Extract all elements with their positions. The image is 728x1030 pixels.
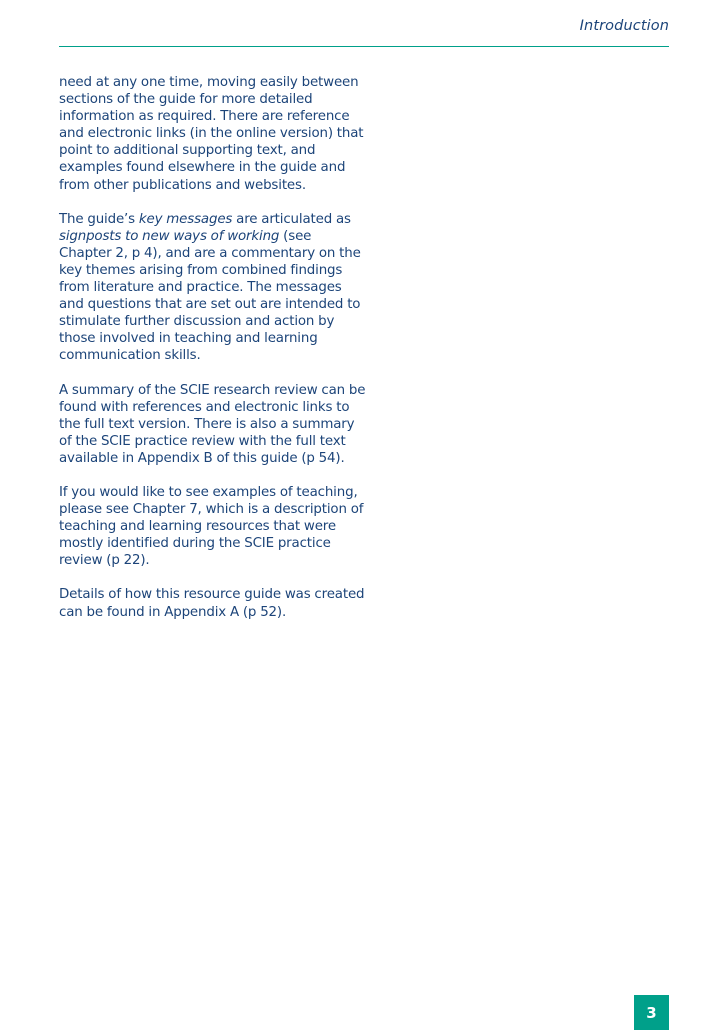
text-line: the full text version. There is also a summary (59, 416, 355, 432)
text-run: (see (279, 228, 312, 244)
running-header-title: Introduction (579, 18, 669, 34)
text-run: The guide’s (59, 211, 139, 227)
text-line: from literature and practice. The messages (59, 280, 342, 296)
page-number: 3 (646, 1003, 657, 1022)
text-line: If you would like to see examples of teaching, (59, 484, 358, 500)
text-line: examples found elsewhere in the guide and (59, 160, 346, 176)
text-line: mostly identified during the SCIE practice (59, 536, 331, 552)
text-line: teaching and learning resources that were (59, 519, 336, 535)
text-line: from other publications and websites. (59, 177, 306, 193)
text-line: sections of the guide for more detailed (59, 92, 313, 108)
emphasis-signposts: signposts to new ways of working (59, 228, 280, 244)
text-line: please see Chapter 7, which is a description of (59, 502, 364, 518)
text-line: Details of how this resource guide was created (59, 587, 365, 603)
paragraph-examples (59, 484, 364, 569)
text-line (59, 228, 359, 245)
text-line: A summary of the SCIE research review can be (59, 382, 366, 398)
text-line: review (p 22). (59, 553, 150, 569)
text-line (59, 211, 359, 228)
header-divider (59, 46, 669, 47)
text-line: information as required. There are reference (59, 109, 350, 125)
text-line: and questions that are set out are intended to (59, 297, 361, 313)
paragraph-key-messages (59, 211, 359, 365)
page-number-badge (634, 995, 669, 1030)
paragraph-details (59, 586, 365, 620)
text-line: can be found in Appendix A (p 52). (59, 604, 287, 620)
text-run: are articulated as (232, 211, 351, 227)
emphasis-key-messages: key messages (138, 211, 233, 227)
text-line: Chapter 2, p 4), and are a commentary on the (59, 245, 361, 261)
text-line: and electronic links (in the online version) that (59, 126, 364, 142)
text-line: found with references and electronic links to (59, 399, 350, 415)
paragraph-summary (59, 382, 366, 467)
text-line: those involved in teaching and learning (59, 331, 318, 347)
text-line: key themes arising from combined findings (59, 262, 343, 278)
text-line: stimulate further discussion and action by (59, 314, 335, 330)
text-line: point to additional supporting text, and (59, 143, 316, 159)
body-text-column (59, 74, 366, 638)
text-line: communication skills. (59, 348, 201, 364)
text-line: available in Appendix B of this guide (p 54). (59, 450, 345, 466)
text-line: of the SCIE practice review with the full text (59, 433, 346, 449)
paragraph-navigation (59, 74, 364, 194)
text-line: need at any one time, moving easily between (59, 75, 359, 90)
